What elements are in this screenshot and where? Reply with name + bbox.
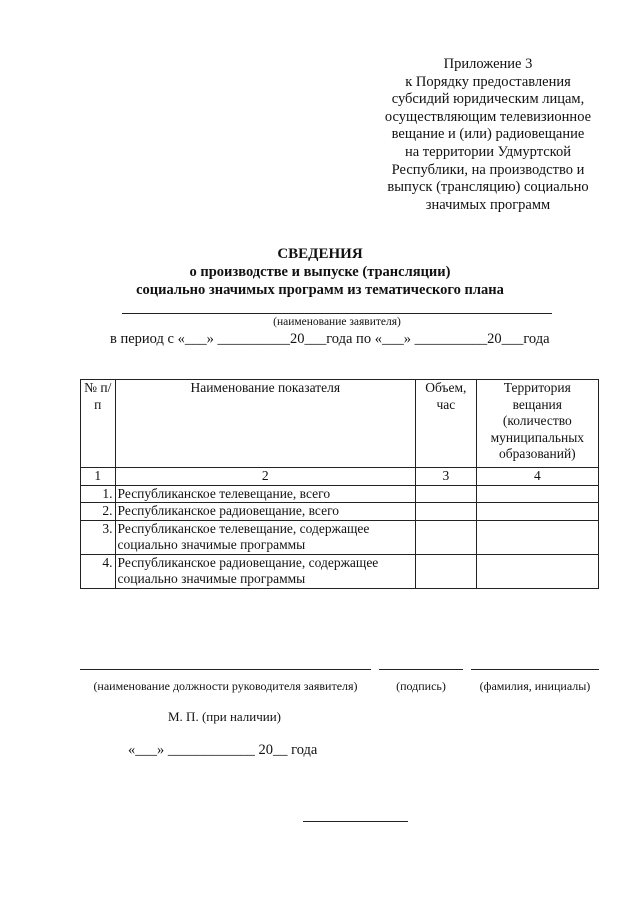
row-volume-cell[interactable] <box>416 503 477 521</box>
title-line-1: СВЕДЕНИЯ <box>277 246 363 262</box>
appendix-line: Приложение 3 <box>443 56 533 72</box>
row-indicator: Республиканское радиовещание, содержащее социально значимые программы <box>115 554 416 588</box>
appendix-line: вещание и (или) радиовещание <box>391 126 585 143</box>
appendix-line: выпуск (трансляцию) социально <box>387 179 589 196</box>
table-header-row <box>81 380 599 468</box>
applicant-name-field[interactable] <box>122 313 552 314</box>
signature-caption: (подпись) <box>396 679 446 693</box>
row-indicator: Республиканское радиовещание, всего <box>115 503 416 521</box>
table-row <box>81 485 599 503</box>
header-indicator: Наименование показателя <box>115 380 416 468</box>
appendix-line: на территории Удмуртской <box>404 143 571 160</box>
appendix-line: Республики, на производство и <box>391 161 585 178</box>
date-line: «___» ____________ 20__ года <box>128 742 318 758</box>
column-number: 3 <box>416 468 477 486</box>
signature-line[interactable] <box>379 669 463 670</box>
column-number: 1 <box>81 468 116 486</box>
row-number: 2. <box>81 503 116 521</box>
row-number: 1. <box>81 485 116 503</box>
row-volume-cell[interactable] <box>416 520 477 554</box>
appendix-line: значимых программ <box>425 196 551 213</box>
appendix-line: субсидий юридическим лицам, <box>391 91 585 108</box>
title-line-2: о производстве и выпуске (трансляции) <box>189 264 451 280</box>
column-number: 4 <box>476 468 598 486</box>
data-table <box>80 379 599 589</box>
appendix-line: к Порядку предоставления <box>405 73 571 90</box>
appendix-header <box>368 56 608 214</box>
header-territory: Территория вещания (количество муниципальных образований) <box>476 380 598 468</box>
table-row <box>81 520 599 554</box>
header-volume: Объем, час <box>416 380 477 468</box>
row-indicator: Республиканское телевещание, всего <box>115 485 416 503</box>
table-row <box>81 554 599 588</box>
name-signature-line[interactable] <box>471 669 599 670</box>
row-number: 3. <box>81 520 116 554</box>
row-number: 4. <box>81 554 116 588</box>
row-indicator: Республиканское телевещание, содержащее социально значимые программы <box>115 520 416 554</box>
position-signature-line[interactable] <box>80 669 371 670</box>
name-caption: (фамилия, инициалы) <box>479 679 591 693</box>
position-caption: (наименование должности руководителя заявителя) <box>93 679 358 693</box>
period-line: в период с «___» __________20___года по «___» __________20___года <box>110 331 550 347</box>
row-territory-cell[interactable] <box>476 503 598 521</box>
table-row <box>81 503 599 521</box>
appendix-line: осуществляющим телевизионное <box>384 108 592 125</box>
header-number: № п/п <box>81 380 116 468</box>
document-title <box>80 245 560 299</box>
row-territory-cell[interactable] <box>476 520 598 554</box>
title-line-3: социально значимых программ из тематического плана <box>136 282 504 298</box>
footer-divider <box>303 821 408 822</box>
column-number: 2 <box>115 468 416 486</box>
row-volume-cell[interactable] <box>416 485 477 503</box>
applicant-caption: (наименование заявителя) <box>273 316 401 328</box>
row-territory-cell[interactable] <box>476 554 598 588</box>
stamp-placeholder: М. П. (при наличии) <box>168 709 282 724</box>
row-volume-cell[interactable] <box>416 554 477 588</box>
column-number-row <box>81 468 599 486</box>
row-territory-cell[interactable] <box>476 485 598 503</box>
